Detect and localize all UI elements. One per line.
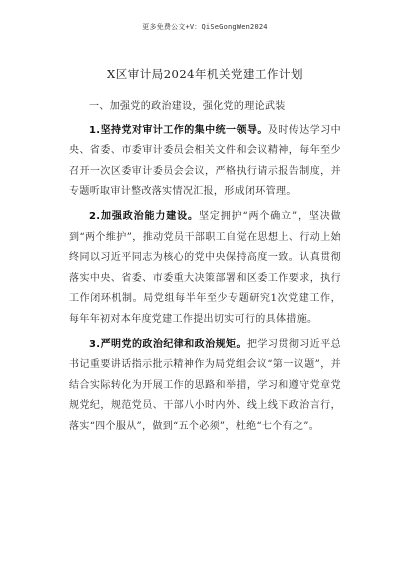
paragraph-3-text: 把学习贯彻习近平总书记重要讲话指示批示精神作为局党组会议“第一议题”，并结合实际转化为开展工作的思路和举措，学习和遵守党章党规党纪，规范党员、干部八小时内外、线上线下政治言行，落实“四个服从”，做到“五个必须”，杜绝“七个有之”。: [69, 338, 341, 432]
paragraph-2-lead: 2.加强政治能力建设。: [89, 210, 199, 222]
document-body: [69, 97, 341, 442]
watermark-header: 更多免费公文+V：QiSeGongWen2024: [142, 23, 268, 31]
paragraph-3-lead: 3.严明党的政治纪律和政治规矩。: [89, 338, 247, 350]
paragraph-2-text: 坚定拥护“两个确立”，坚决做到“两个维护”，推动党员干部职工自觉在思想上、行动上始终同以习近平同志为核心的党中央保持高度一致。认真贯彻落实中央、省委、市委重大决策部署和区委工作要求，执行工作闭环机制。局党组每半年至少专题研究1次党建工作，每年年初对本年度党建工作提出切实可行的具体措施。: [69, 210, 342, 325]
section-heading: 一、加强党的政治建设，强化党的理论武装: [89, 101, 286, 112]
document-title: X区审计局2024年机关党建工作计划: [107, 67, 303, 81]
paragraph-1: [69, 121, 341, 203]
paragraph-2: [69, 207, 341, 331]
paragraph-1-lead: 1.坚持党对审计工作的集中统一领导。: [89, 124, 268, 136]
paragraph-3: [69, 335, 341, 438]
paragraph-1-text: 及时传达学习中央、省委、市委审计委员会相关文件和会议精神，每年至少召开一次区委审计委员会会议，严格执行请示报告制度，并专题听取审计整改落实情况汇报，形成闭环管理。: [69, 124, 342, 198]
